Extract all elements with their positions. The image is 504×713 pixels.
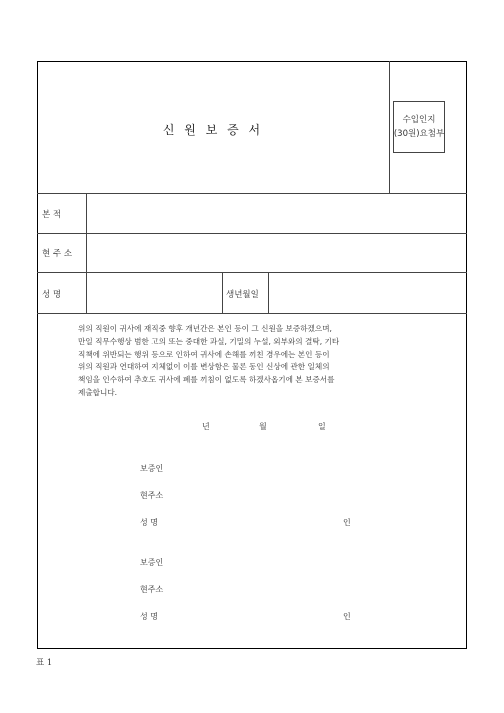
table-caption: 표 1 <box>36 658 53 668</box>
guarantor-2-address-label: 현주소 <box>140 585 164 594</box>
guarantor-1-title: 보증인 <box>140 464 164 473</box>
stamp-label: 수입인지 <box>402 115 436 125</box>
guarantor-2-title: 보증인 <box>140 558 164 567</box>
statement-line: 위의 직원이 귀사에 재직중 향후 개년간은 본인 등이 그 신원을 보증하겠으며, <box>78 324 332 333</box>
birthdate-right-divider <box>268 272 269 313</box>
revenue-stamp-box <box>393 101 445 153</box>
date-day: 일 <box>318 422 326 431</box>
document-title: 신 원 보 증 서 <box>162 123 264 137</box>
guarantor-1-seal: 인 <box>343 518 351 527</box>
statement-line: 책임을 인수하여 추호도 귀사에 폐를 끼침이 없도록 하겠사옵기에 본 보증서를 <box>78 375 335 385</box>
statement-line: 제출합니다. <box>78 387 118 397</box>
row-divider-name <box>37 313 467 314</box>
guarantee-statement <box>78 323 427 400</box>
guarantor-1-address-label: 현주소 <box>140 491 164 500</box>
registry-label: 본 적 <box>42 210 62 220</box>
header-divider <box>37 193 467 194</box>
guarantor-2-name-label: 성 명 <box>140 612 158 621</box>
guarantor-1-name-label: 성 명 <box>140 518 158 527</box>
statement-line: 직책에 위반되는 행위 등으로 인하여 귀사에 손해를 끼친 경우에는 본인 등이 <box>78 349 330 359</box>
row-divider-registry <box>37 233 467 234</box>
date-year: 년 <box>202 422 210 431</box>
stamp-note: (30원)요첨부 <box>393 129 445 139</box>
birthdate-label: 생년월일 <box>226 290 259 300</box>
name-label: 성 명 <box>42 290 62 300</box>
statement-line: 만일 직무수행상 범한 고의 또는 중대한 과실, 기밀의 누설, 외부와의 결탁, 기타 <box>78 336 340 346</box>
row-divider-address <box>37 272 467 273</box>
statement-line: 위의 직원과 연대하여 지체없이 이를 변상함은 물론 동인 신상에 관한 일체의 <box>78 362 330 372</box>
header-stamp-divider <box>389 61 390 193</box>
address-label: 현 주 소 <box>42 249 73 259</box>
date-month: 월 <box>259 422 267 431</box>
label-column-divider <box>86 193 87 313</box>
guarantor-2-seal: 인 <box>343 612 351 621</box>
birthdate-left-divider <box>222 272 223 313</box>
